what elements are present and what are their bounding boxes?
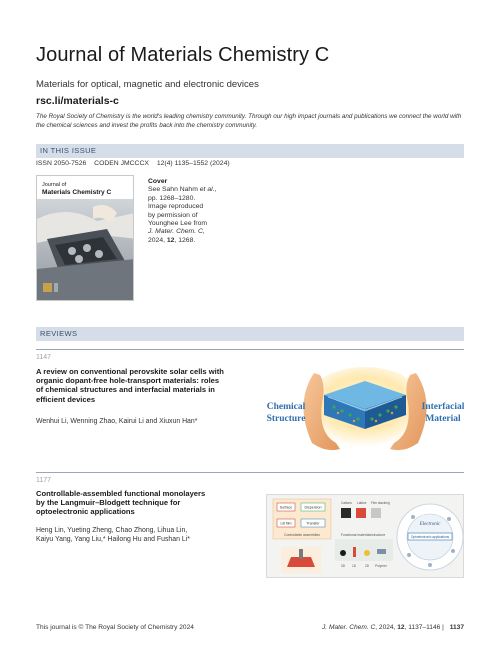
article-authors: Wenhui Li, Wenning Zhao, Kairui Li and Xiuxun Han* <box>36 418 198 425</box>
cover-caption-line3: Image reproduced <box>148 203 204 211</box>
svg-text:1D: 1D <box>351 564 357 568</box>
svg-text:Polymer: Polymer <box>375 564 387 568</box>
article-page-number: 1147 <box>36 354 52 361</box>
cover-journal-line2: Materials Chemistry C <box>42 189 112 196</box>
graphic-label-interfacial: Interfacial <box>421 402 464 412</box>
cover-journal-line1: Journal of <box>42 182 67 188</box>
reviews-band <box>36 327 464 341</box>
article-graphic-perovskite[interactable] <box>266 363 464 460</box>
svg-text:Electronic: Electronic <box>419 522 441 527</box>
cover-caption-line6: J. Mater. Chem. C, <box>148 228 205 236</box>
article-authors: Heng Lin, Yueting Zheng, Chao Zhong, Lihua Lin, Kaiyu Yang, Yang Liu,* Hailong Hu and Fushan Li* <box>36 527 190 544</box>
in-this-issue-label: IN THIS ISSUE <box>40 146 97 155</box>
cover-art <box>37 199 134 301</box>
coden: CODEN JMCCCX <box>94 160 149 167</box>
issn: ISSN 2050-7526 <box>36 160 87 167</box>
graphic-label-chemical: Chemical <box>266 402 306 412</box>
svg-text:Transfer: Transfer <box>306 521 320 526</box>
cover-caption-line2: pp. 1268–1280. <box>148 194 196 202</box>
article-title[interactable]: A review on conventional perovskite solar cells with organic dopant-free hole-transport materials: roles of chemical structures and interfacial materials in efficient devices <box>36 367 224 404</box>
journal-title: Journal of Materials Chemistry C <box>36 44 330 66</box>
cover-caption-line7: 2024, 12, 1268. <box>148 236 196 244</box>
in-this-issue-band <box>36 144 464 158</box>
article-divider <box>36 349 464 350</box>
svg-text:2D: 2D <box>364 564 370 568</box>
graphic-label-structure: Structure <box>266 414 306 424</box>
journal-url-link[interactable]: rsc.li/materials-c <box>36 95 119 107</box>
svg-text:LB film: LB film <box>280 521 292 526</box>
cover-thumbnail[interactable] <box>36 175 134 301</box>
svg-text:Film stacking: Film stacking <box>371 501 390 505</box>
article-graphic-langmuir-blodgett[interactable] <box>266 494 464 578</box>
svg-text:0D: 0D <box>340 564 346 568</box>
issn-line <box>36 160 236 167</box>
page-number: 1137 <box>449 624 464 631</box>
journal-subtitle: Materials for optical, magnetic and electronic devices <box>36 79 259 90</box>
lb-graphic-art <box>267 495 464 578</box>
cover-caption-line5: Younghee Lee from <box>148 220 208 228</box>
svg-text:Dispersion: Dispersion <box>304 505 322 510</box>
cover-caption-title: Cover <box>148 178 168 185</box>
cover-caption <box>148 178 248 245</box>
article-page-number: 1177 <box>36 477 52 484</box>
graphic-label-material: Material <box>425 414 461 424</box>
svg-text:Functional materials/structure: Functional materials/structure <box>340 533 386 537</box>
rsc-blurb: The Royal Society of Chemistry is the world's leading chemistry community. Through our high impact journals and publications we connect the world with the chemical sciences and invest the profits back into the chemistry community. <box>36 113 462 129</box>
cover-caption-line4: by permission of <box>148 211 198 219</box>
article-title[interactable]: Controllable-assembled functional monolayers by the Langmuir–Blodgett technique for optoelectronic applications <box>36 489 206 517</box>
svg-text:Lattice: Lattice <box>357 501 367 505</box>
svg-text:Optoelectronic applications: Optoelectronic applications <box>410 535 450 539</box>
svg-text:Cations: Cations <box>341 501 352 505</box>
footer-copyright: This journal is © The Royal Society of Chemistry 2024 <box>36 624 194 631</box>
volume-info: 12(4) 1135–1552 (2024) <box>156 160 230 167</box>
reviews-label: REVIEWS <box>40 329 78 338</box>
cover-caption-line1: See Sahn Nahm et al., <box>148 186 217 194</box>
article-divider <box>36 472 464 473</box>
svg-text:Controllable assemblies: Controllable assemblies <box>284 533 320 537</box>
footer-citation: J. Mater. Chem. C, 2024, 12, 1137–1146 | 1137 <box>322 624 464 631</box>
perovskite-graphic-art <box>266 363 464 460</box>
svg-text:Surface: Surface <box>279 505 293 510</box>
